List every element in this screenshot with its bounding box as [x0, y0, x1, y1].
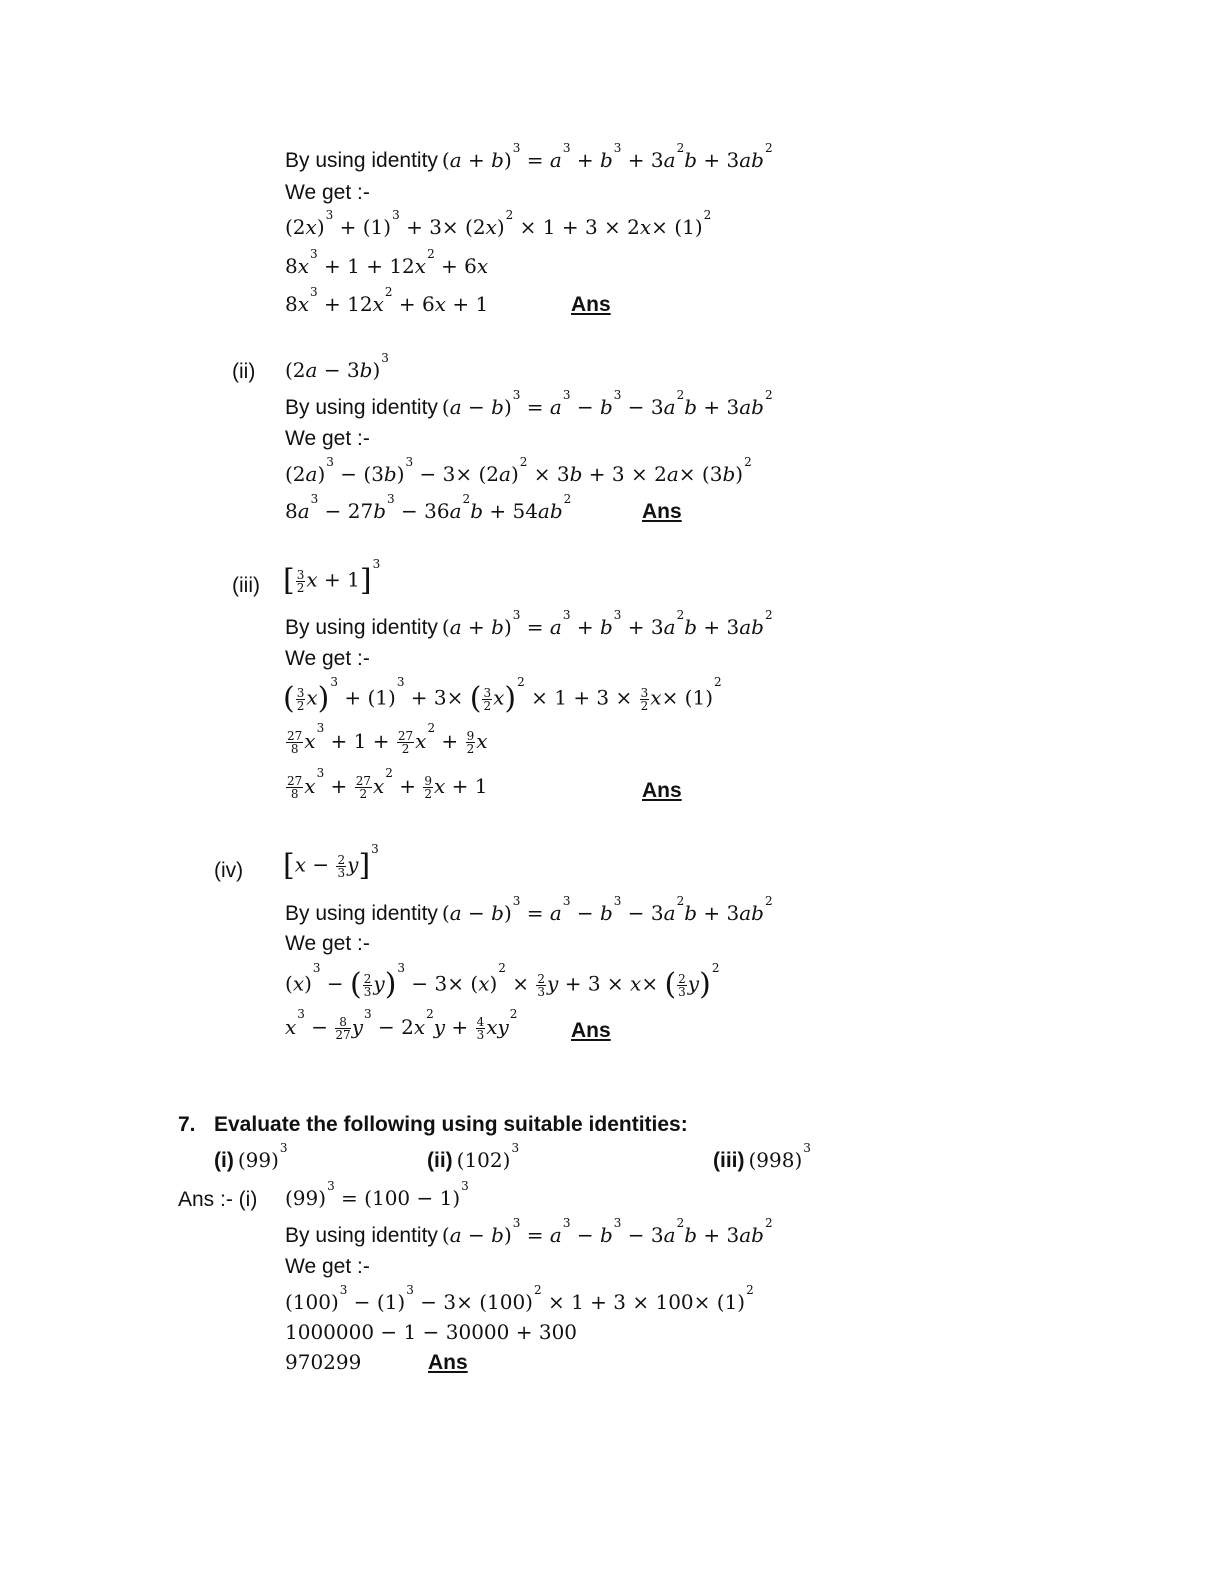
item-label: (iii) [713, 1149, 745, 1172]
item-label: (ii) [427, 1149, 453, 1172]
we-get-label: We get :- [285, 932, 370, 955]
ans-label: Ans [571, 1019, 611, 1042]
question-number: 7. [178, 1113, 196, 1136]
identity-line-i [285, 141, 773, 172]
identity-formula: $(a - b)^3 = a^3 - b^3 - 3a^2b + 3ab^2$ [441, 388, 773, 419]
ans-label: Ans [428, 1351, 468, 1374]
identity-prefix: By using identity [285, 396, 438, 419]
identity-prefix: By using identity [285, 616, 438, 639]
step-2: $\frac{27}{8}$ $x^3 + 1$ + $\frac{27}{2}$ $x^2$ + $\frac{9}{2}$ x [287, 721, 488, 756]
question-item-ii [427, 1141, 520, 1172]
step-1: $(2x)^3 + (1)^3 + 3\times (2x)^2 \times 1 + 3 \times 2x\times (1)^2$ [285, 208, 712, 239]
we-get-label: We get :- [285, 181, 370, 204]
part-label-iii: (iii) [232, 574, 260, 597]
identity-prefix: By using identity [285, 149, 438, 172]
answer-rewrite: $(99)^3 = (100 - 1)^3$ [285, 1179, 469, 1210]
question-item-i [214, 1141, 288, 1172]
identity-line-iv [285, 894, 773, 925]
identity-formula: $(a - b)^3 = a^3 - b^3 - 3a^2b + 3ab^2$ [441, 1216, 773, 1247]
question-title: Evaluate the following using suitable identities: [214, 1113, 688, 1136]
step-2: $x^3$ − $\frac{8}{27}$ $y^3 - 2x^2y$ + $\frac{4}{3}$ $xy^2$ [285, 1007, 518, 1042]
expression-ii: $(2a - 3b)^3$ [285, 351, 389, 382]
identity-line-iii [285, 608, 773, 639]
identity-formula: $(a - b)^3 = a^3 - b^3 - 3a^2b + 3ab^2$ [441, 894, 773, 925]
step-3: $\frac{27}{8}$ $x^3$ + $\frac{27}{2}$ $x^2$ + $\frac{9}{2}$ x + 1 [287, 766, 488, 801]
identity-prefix: By using identity [285, 902, 438, 925]
part-label-ii: (ii) [232, 360, 256, 383]
step-1: $(2a)^3 - (3b)^3 - 3\times (2a)^2 \times 3b + 3 \times 2a\times (3b)^2$ [285, 455, 752, 486]
we-get-label: We get :- [285, 647, 370, 670]
step-2: $8a^3 - 27b^3 - 36a^2b + 54ab^2$ [285, 492, 572, 523]
step-3: $8x^3 + 12x^2 + 6x + 1$ [285, 285, 489, 316]
step-1: ( $\frac{3}{2}$ $x)^3 + (1)^3 + 3\times$ ( $\frac{3}{2}$ x)$^2$ × 1 + 3 × $\frac{3}{2}$ $x\times (1)^2$ [283, 675, 722, 716]
question-item-iii [713, 1141, 811, 1172]
item-label: (i) [214, 1149, 234, 1172]
identity-line-q7 [285, 1216, 773, 1247]
expression-iii: [ $\frac{3}{2}$ x + 1]$^3$ [283, 557, 381, 598]
item-value: $(998)^3$ [748, 1141, 811, 1172]
ans-label: Ans [571, 293, 611, 316]
answer-label: Ans :- (i) [178, 1188, 258, 1211]
identity-formula: $(a + b)^3 = a^3 + b^3 + 3a^2b + 3ab^2$ [441, 608, 773, 639]
step-1: $(100)^3 - (1)^3 - 3\times (100)^2 \times 1 + 3 \times 100\times (1)^2$ [285, 1283, 754, 1314]
item-value: $(99)^3$ [237, 1141, 288, 1172]
step-2: $8x^3 + 1 + 12x^2 + 6x$ [285, 247, 489, 278]
we-get-label: We get :- [285, 427, 370, 450]
item-value: $(102)^3$ [456, 1141, 520, 1172]
we-get-label: We get :- [285, 1255, 370, 1278]
ans-label: Ans [642, 779, 682, 802]
step-2: 1000000 − 1 − 30000 + 300 [285, 1320, 578, 1344]
identity-formula: $(a + b)^3 = a^3 + b^3 + 3a^2b + 3ab^2$ [441, 141, 773, 172]
part-label-iv: (iv) [214, 859, 244, 882]
step-1: $(x)^3$ − ( $\frac{2}{3}$ $y)^3 - 3\times (x)^2$ × $\frac{2}{3}$ y + 3 × x× ( $\frac{2}{3}$ y)$^2$ [285, 961, 720, 1002]
identity-line-ii [285, 388, 773, 419]
result-value: 970299 [285, 1350, 362, 1374]
identity-prefix: By using identity [285, 1224, 438, 1247]
ans-label: Ans [642, 500, 682, 523]
expression-iv: [x − $\frac{2}{3}$ y]$^3$ [283, 842, 379, 883]
